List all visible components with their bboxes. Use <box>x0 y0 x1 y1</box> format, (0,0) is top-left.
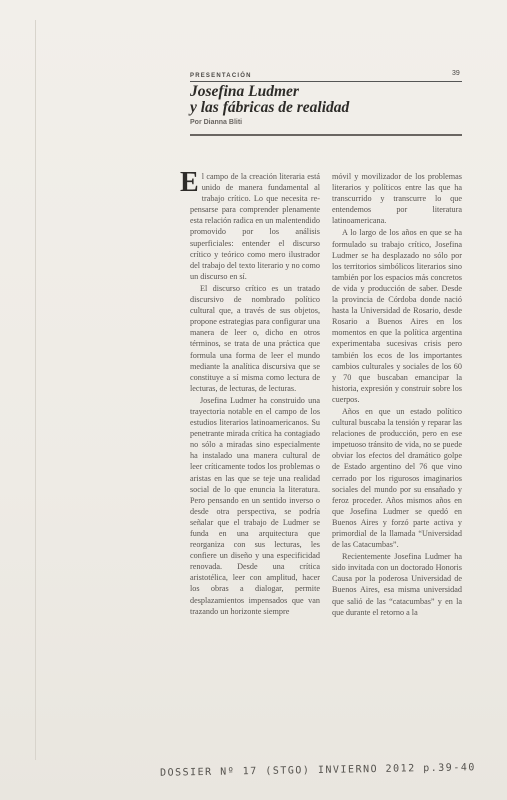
paragraph: Años en que un estado político cultural buscaba la tensión y reparar las relaciones de producción, pero en ese impetuoso tránsito de vida, no se puede obviar los efectos del dramático golpe de Estado argentino del 76 que vino cerrado por los rigurosos imaginarios sociales del mundo por su ensañado y feroz proceder. Años mismos años en que Josefina Ludmer se quedó en Buenos Aires y forzó parte activa y primordial de la llamada “Universidad de las Catacumbas”. <box>332 406 462 550</box>
paragraph: El campo de la creación literaria está unido de manera fundamental al trabajo crítico. Lo que necesita re-pensarse para comprender plenamente esta relación radica en un malentendido promovido por los análisis superficiales: entender el discurso crítico y teórico como mero ilustrador del trabajo del texto literario y no como un discurso en sí. <box>180 167 320 281</box>
title-rule <box>190 134 462 136</box>
right-column <box>332 171 462 618</box>
paragraph: El discurso crítico es un tratado discursivo de nombrado político cultural que, a través de sus objetos, propone estrategias para configurar una manera de leer o, dicho en otros términos, se trata de una práctica que formula una forma de leer el mundo mediante la analítica discursiva que se constituye a sí misma como lectura de lecturas, de lecturas, de lecturas. <box>190 283 320 393</box>
paragraph: Josefina Ludmer ha construido una trayectoria notable en el campo de los estudios literarios latinoamericanos. Su penetrante mirada crítica ha contagiado no sólo a miradas sino especialmente ha instalado una manera cultural de leer críticamente todos los problemas o aristas en las que se teje una realidad social de lo que enuncia la literatura. Pero pensando en un sentido inverso o desde otra perspectiva, se podría señalar que el trabajo de Ludmer se funda en una arquitectura que reorganiza con sus lecturas, les confiere un diseño y una especificidad renovada. Desde una crítica aristotélica, leer con amplitud, hacer los obras a dialogar, permite desplazamientos impensados que van trazando un horizonte siempre <box>190 395 320 616</box>
section-kicker: PRESENTACIÓN <box>190 73 252 79</box>
header-rule <box>190 81 462 82</box>
article-title <box>190 84 470 116</box>
title-line-2: y las fábricas de realidad <box>190 99 350 116</box>
title-line-1: Josefina Ludmer <box>190 83 299 100</box>
paragraph: A lo largo de los años en que se ha formulado su trabajo crítico, Josefina Ludmer se ha desplazado no sólo por los territorios simbólicos literarios sino también por los espacios más concretos de vida y producción de saber. Desde la provincia de Córdoba donde nació hasta la Universidad de Rosario, desde Rosario a Buenos Aires en los momentos en que la política argentina experimentaba sucesivas crisis pero también los ecos de los importantes cambios culturales y sociales de los 60 y 70 que buscaban emancipar la historia, expresión y construir sobre los cuerpos. <box>332 228 462 404</box>
article-byline: Por Dianna Bliti <box>190 119 243 126</box>
drop-cap: E <box>180 167 199 198</box>
paragraph: móvil y movilizador de los problemas literarios y políticos entre las que ha transcurrido y transcurre lo que entendemos por literatura latinoamericana. <box>332 172 462 226</box>
scan-fold-line <box>35 20 36 760</box>
left-column <box>180 167 320 617</box>
paragraph: Recientemente Josefina Ludmer ha sido invitada con un doctorado Honoris Causa por la poderosa Universidad de Buenos Aires, esa misma universidad que salió de las “catacumbas” y en la que durante el retorno a la <box>332 552 462 617</box>
handwritten-citation: DOSSIER Nº 17 (STGO) INVIERNO 2012 p.39-40 <box>159 762 476 779</box>
page-number: 39 <box>452 70 460 77</box>
